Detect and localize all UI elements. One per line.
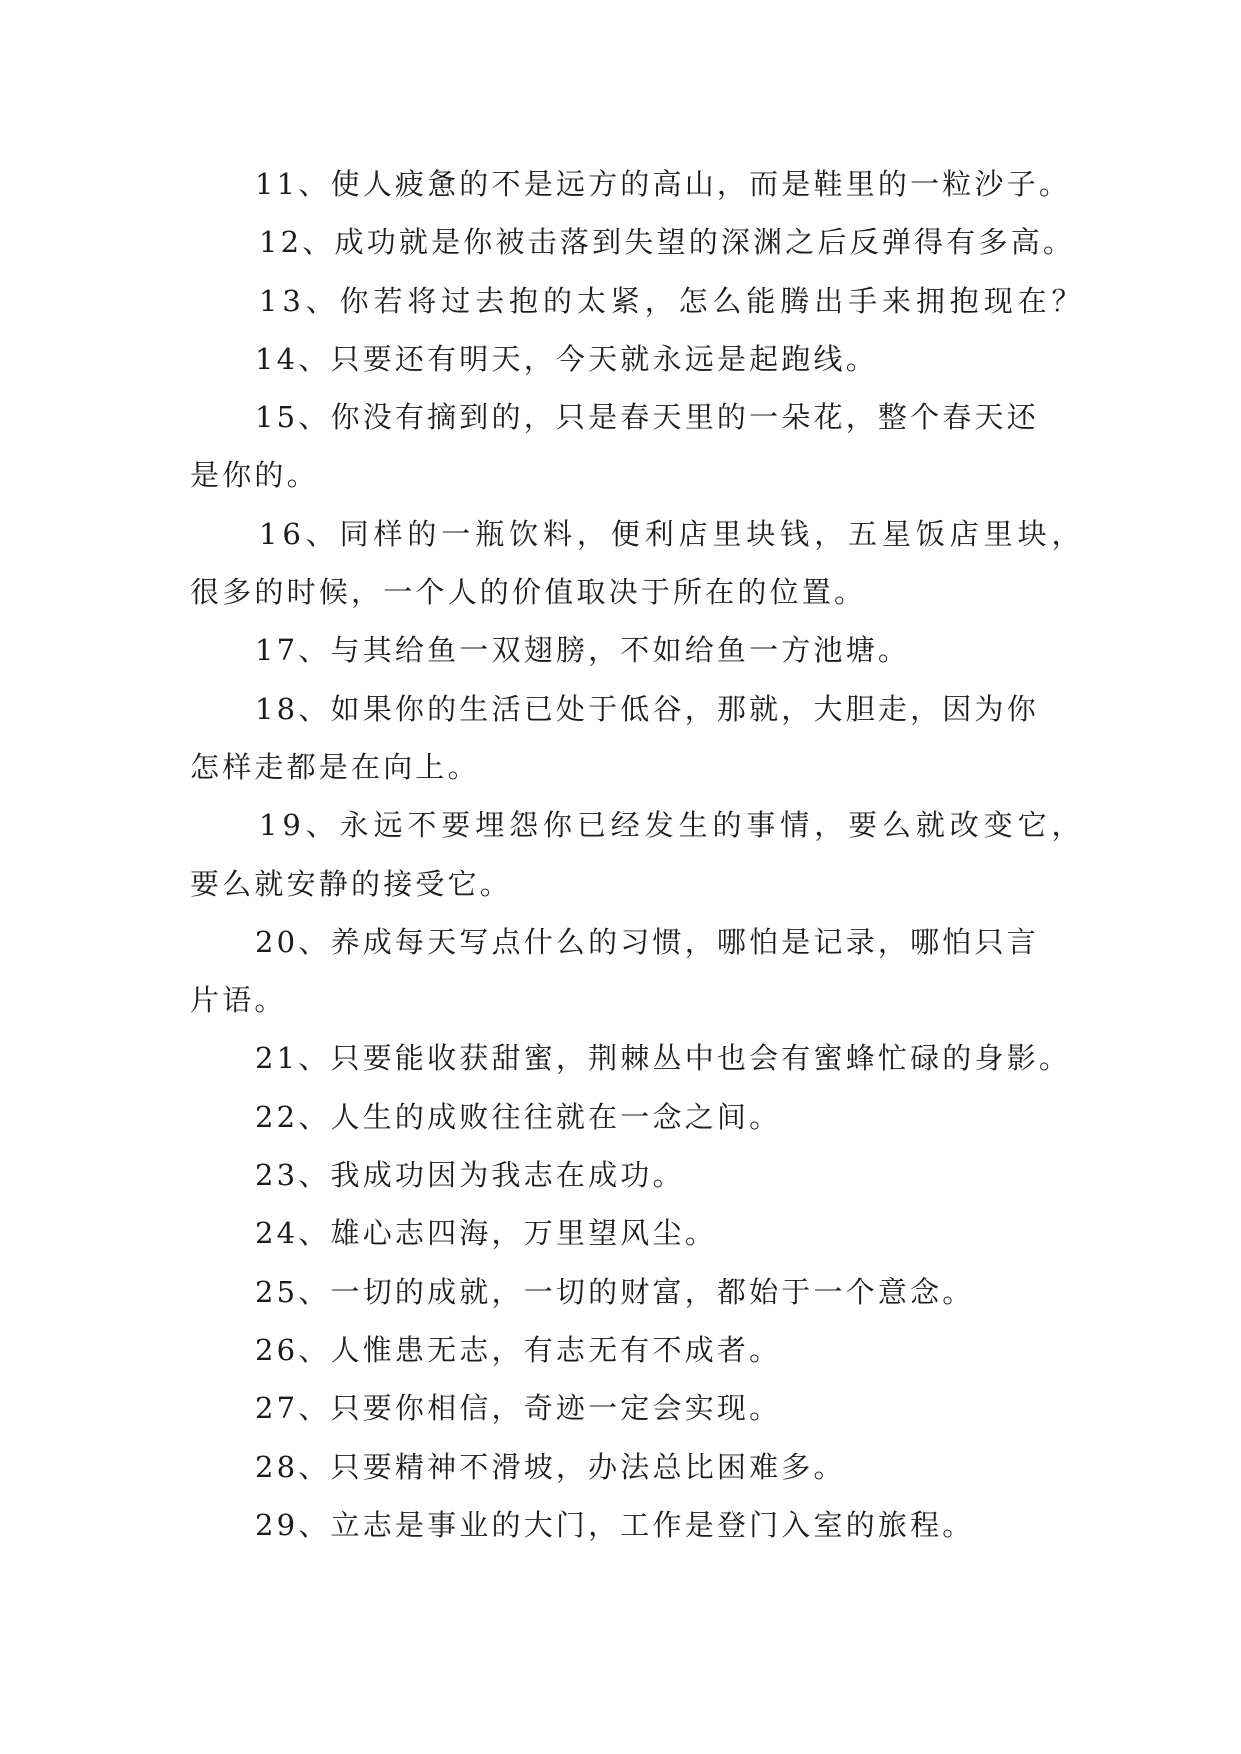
item-line: 15、你没有摘到的，只是春天里的一朵花，整个春天还 <box>255 400 1039 435</box>
list-item <box>190 213 1090 271</box>
quote-list <box>190 155 1090 1554</box>
list-item <box>190 505 1090 622</box>
item-line: 18、如果你的生活已处于低谷，那就，大胆走，因为你 <box>255 691 1039 726</box>
item-line: 28、只要精神不滑坡，办法总比困难多。 <box>255 1449 846 1484</box>
item-line-continuation: 片语。 <box>190 983 287 1018</box>
item-line-continuation: 是你的。 <box>190 458 319 493</box>
item-line: 19、永远不要埋怨你已经发生的事情，要么就改变它， <box>259 808 1086 843</box>
list-item <box>190 1204 1090 1262</box>
item-line: 14、只要还有明天，今天就永远是起跑线。 <box>255 341 878 376</box>
list-item <box>190 1379 1090 1437</box>
item-line: 22、人生的成败往往就在一念之间。 <box>255 1099 782 1134</box>
list-item <box>190 1496 1090 1554</box>
item-line: 12、成功就是你被击落到失望的深渊之后反弹得有多高。 <box>259 225 1076 260</box>
list-item <box>190 1263 1090 1321</box>
list-item <box>190 388 1090 505</box>
list-item <box>190 796 1090 913</box>
list-item <box>190 1438 1090 1496</box>
list-item <box>190 1029 1090 1087</box>
list-item <box>190 680 1090 797</box>
list-item <box>190 1321 1090 1379</box>
item-line-continuation: 要么就安静的接受它。 <box>190 866 513 901</box>
item-line: 13、你若将过去抱的太紧，怎么能腾出手来拥抱现在？ <box>259 283 1086 318</box>
item-line: 17、与其给鱼一双翅膀，不如给鱼一方池塘。 <box>255 633 911 668</box>
item-line: 11、使人疲惫的不是远方的高山，而是鞋里的一粒沙子。 <box>255 167 1072 201</box>
list-item <box>190 330 1090 388</box>
list-item <box>190 272 1090 330</box>
list-item <box>190 913 1090 1030</box>
item-line: 20、养成每天写点什么的习惯，哪怕是记录，哪怕只言 <box>255 924 1039 959</box>
list-item <box>190 1088 1090 1146</box>
item-line: 24、雄心志四海，万里望风尘。 <box>255 1216 717 1251</box>
item-line-continuation: 怎样走都是在向上。 <box>190 749 480 784</box>
item-line: 27、只要你相信，奇迹一定会实现。 <box>255 1391 782 1426</box>
item-line: 23、我成功因为我志在成功。 <box>255 1158 685 1193</box>
item-line: 26、人惟患无志，有志无有不成者。 <box>255 1332 782 1367</box>
list-item <box>190 621 1090 679</box>
list-item <box>190 155 1090 213</box>
item-line: 16、同样的一瓶饮料，便利店里块钱，五星饭店里块， <box>259 516 1086 551</box>
list-item <box>190 1146 1090 1204</box>
item-line-continuation: 很多的时候，一个人的价值取决于所在的位置。 <box>190 575 867 610</box>
item-line: 29、立志是事业的大门，工作是登门入室的旅程。 <box>255 1507 975 1542</box>
item-line: 21、只要能收获甜蜜，荆棘丛中也会有蜜蜂忙碌的身影。 <box>255 1041 1072 1076</box>
item-line: 25、一切的成就，一切的财富，都始于一个意念。 <box>255 1274 975 1309</box>
